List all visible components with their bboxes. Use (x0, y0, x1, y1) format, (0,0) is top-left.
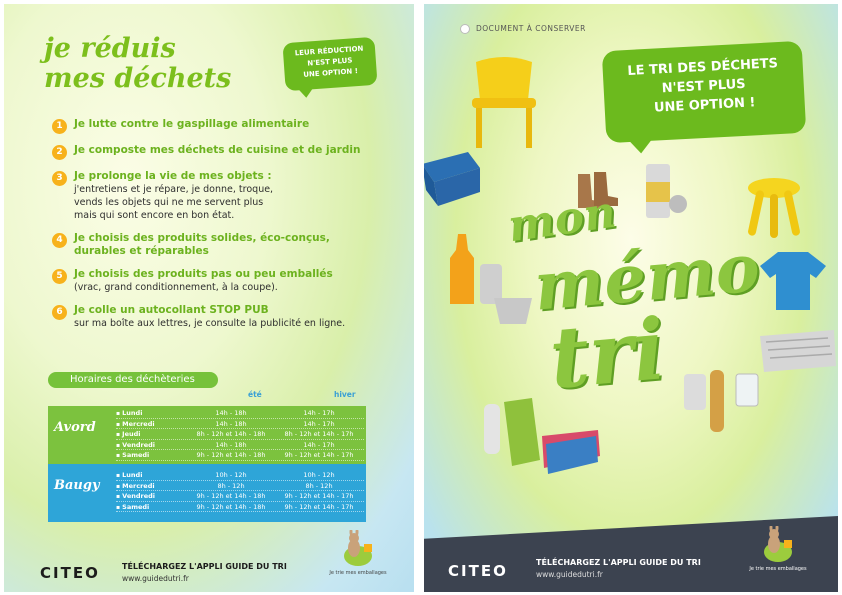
step-number: 4 (52, 233, 67, 248)
summer-cell: 9h - 12h et 14h - 18h (196, 502, 266, 511)
day-cell: ▪ Vendredi (116, 440, 188, 450)
table-row (116, 429, 364, 440)
step-item (52, 304, 392, 330)
steps-list (52, 118, 392, 340)
hours-block-baugy (48, 464, 366, 522)
step-item (52, 232, 392, 258)
download-app-text: TÉLÉCHARGEZ L'APPLI GUIDE DU TRI (536, 558, 701, 567)
winter-cell: 8h - 12h (305, 481, 333, 490)
summer-cell: 14h - 18h (215, 419, 247, 428)
step-heading: durables et réparables (74, 245, 209, 257)
table-row (116, 470, 364, 481)
summer-cell: 8h - 12h (217, 481, 245, 490)
day-cell: ▪ Samedi (116, 450, 188, 460)
col-header-summer: été (248, 390, 262, 399)
winter-cell: 14h - 17h (303, 440, 335, 449)
table-row (116, 502, 364, 513)
step-number: 6 (52, 305, 67, 320)
mascot-caption: Je trie mes emballages (329, 570, 387, 576)
table-row (116, 491, 364, 502)
step-heading: Je choisis des produits pas ou peu emballés (74, 268, 333, 280)
table-row (116, 450, 364, 461)
step-detail: j'entretiens et je répare, je donne, troque, (74, 184, 274, 195)
hours-block-avord (48, 406, 366, 464)
step-number: 1 (52, 119, 67, 134)
table-row (116, 481, 364, 492)
winter-cell: 9h - 12h et 14h - 17h (284, 492, 354, 500)
table-row (116, 440, 364, 451)
document-keep-label: DOCUMENT À CONSERVER (460, 24, 586, 34)
guide-url-link[interactable]: www.guidedutri.fr (122, 574, 189, 583)
step-detail: (vrac, grand conditionnement, à la coupe). (74, 282, 278, 293)
blue-crate-icon (424, 148, 484, 208)
day-cell: ▪ Vendredi (116, 491, 188, 501)
step-heading: Je choisis des produits solides, éco-conçus, (74, 232, 330, 244)
title-mon: mon (504, 186, 619, 253)
yellow-chair-icon (464, 52, 544, 152)
town-name: Avord (54, 420, 96, 435)
step-heading: Je prolonge la vie de mes objets : (74, 170, 272, 182)
step-heading: Je lutte contre le gaspillage alimentaire (74, 118, 310, 130)
bubble-line: N'EST PLUS (661, 76, 746, 97)
step-detail: sur ma boîte aux lettres, je consulte la publicité en ligne. (74, 318, 346, 329)
step-number: 5 (52, 269, 67, 284)
step-detail: mais qui sont encore en bon état. (74, 210, 235, 221)
title-line-2: mes déchets (44, 63, 232, 94)
step-item (52, 144, 392, 160)
col-header-winter: hiver (334, 390, 356, 399)
winter-cell: 14h - 17h (303, 409, 335, 417)
citeo-logo: CITEO (448, 562, 508, 580)
kangaroo-mascot-icon (334, 530, 380, 568)
town-name: Baugy (54, 478, 100, 493)
title-memo: mémo (531, 228, 763, 326)
guide-url-link[interactable]: www.guidedutri.fr (536, 570, 603, 579)
bubble-line: UNE OPTION ! (303, 67, 359, 79)
day-cell: ▪ Mercredi (116, 419, 188, 429)
step-number: 3 (52, 171, 67, 186)
summer-cell: 9h - 12h et 14h - 18h (196, 451, 266, 459)
summer-cell: 14h - 18h (215, 440, 247, 449)
winter-cell: 9h - 12h et 14h - 17h (284, 502, 354, 511)
bubble-line: UNE OPTION ! (653, 95, 756, 116)
paint-cans-icon (642, 160, 688, 222)
day-cell: ▪ Lundi (116, 408, 188, 418)
day-cell: ▪ Lundi (116, 470, 188, 480)
left-title (44, 34, 231, 94)
right-page (424, 4, 838, 592)
step-item (52, 268, 392, 294)
step-detail: vends les objets qui ne me servent plus (74, 197, 264, 208)
table-row (116, 419, 364, 430)
blue-tshirt-icon (758, 248, 828, 312)
summer-cell: 14h - 18h (215, 409, 247, 417)
winter-cell: 14h - 17h (303, 419, 335, 428)
download-app-text: TÉLÉCHARGEZ L'APPLI GUIDE DU TRI (122, 562, 287, 571)
bubble-line: LEUR RÉDUCTION (294, 44, 364, 58)
bottles-and-cans-icon (680, 366, 780, 436)
summer-cell: 8h - 12h et 14h - 18h (196, 430, 266, 438)
spine-print-info (410, 390, 415, 391)
step-item (52, 170, 392, 222)
kangaroo-mascot-icon (754, 526, 800, 564)
title-line-1: je réduis (44, 33, 176, 64)
step-number: 2 (52, 145, 67, 160)
table-row (116, 408, 364, 419)
summer-cell: 10h - 12h (215, 471, 247, 479)
citeo-logo: CITEO (40, 564, 100, 582)
hours-title: Horaires des déchèteries (48, 372, 218, 388)
left-page (4, 4, 414, 592)
mascot-caption: Je trie mes emballages (749, 566, 807, 572)
winter-cell: 8h - 12h et 14h - 17h (284, 430, 354, 438)
reduction-bubble (282, 37, 377, 91)
step-item (52, 118, 392, 134)
bubble-line: N'EST PLUS (307, 56, 353, 68)
winter-cell: 9h - 12h et 14h - 17h (284, 451, 354, 459)
sorting-bubble (602, 41, 807, 143)
title-tri: tri (545, 299, 670, 408)
day-cell: ▪ Jeudi (116, 429, 188, 439)
day-cell: ▪ Mercredi (116, 481, 188, 491)
magazines-and-cartons-icon (482, 396, 602, 486)
summer-cell: 9h - 12h et 14h - 18h (196, 492, 266, 500)
step-heading: Je colle un autocollant STOP PUB (74, 304, 269, 316)
bubble-line: LE TRI DES DÉCHETS (627, 56, 779, 79)
step-heading: Je composte mes déchets de cuisine et de jardin (74, 144, 361, 156)
winter-cell: 10h - 12h (303, 471, 335, 479)
day-cell: ▪ Samedi (116, 502, 188, 512)
